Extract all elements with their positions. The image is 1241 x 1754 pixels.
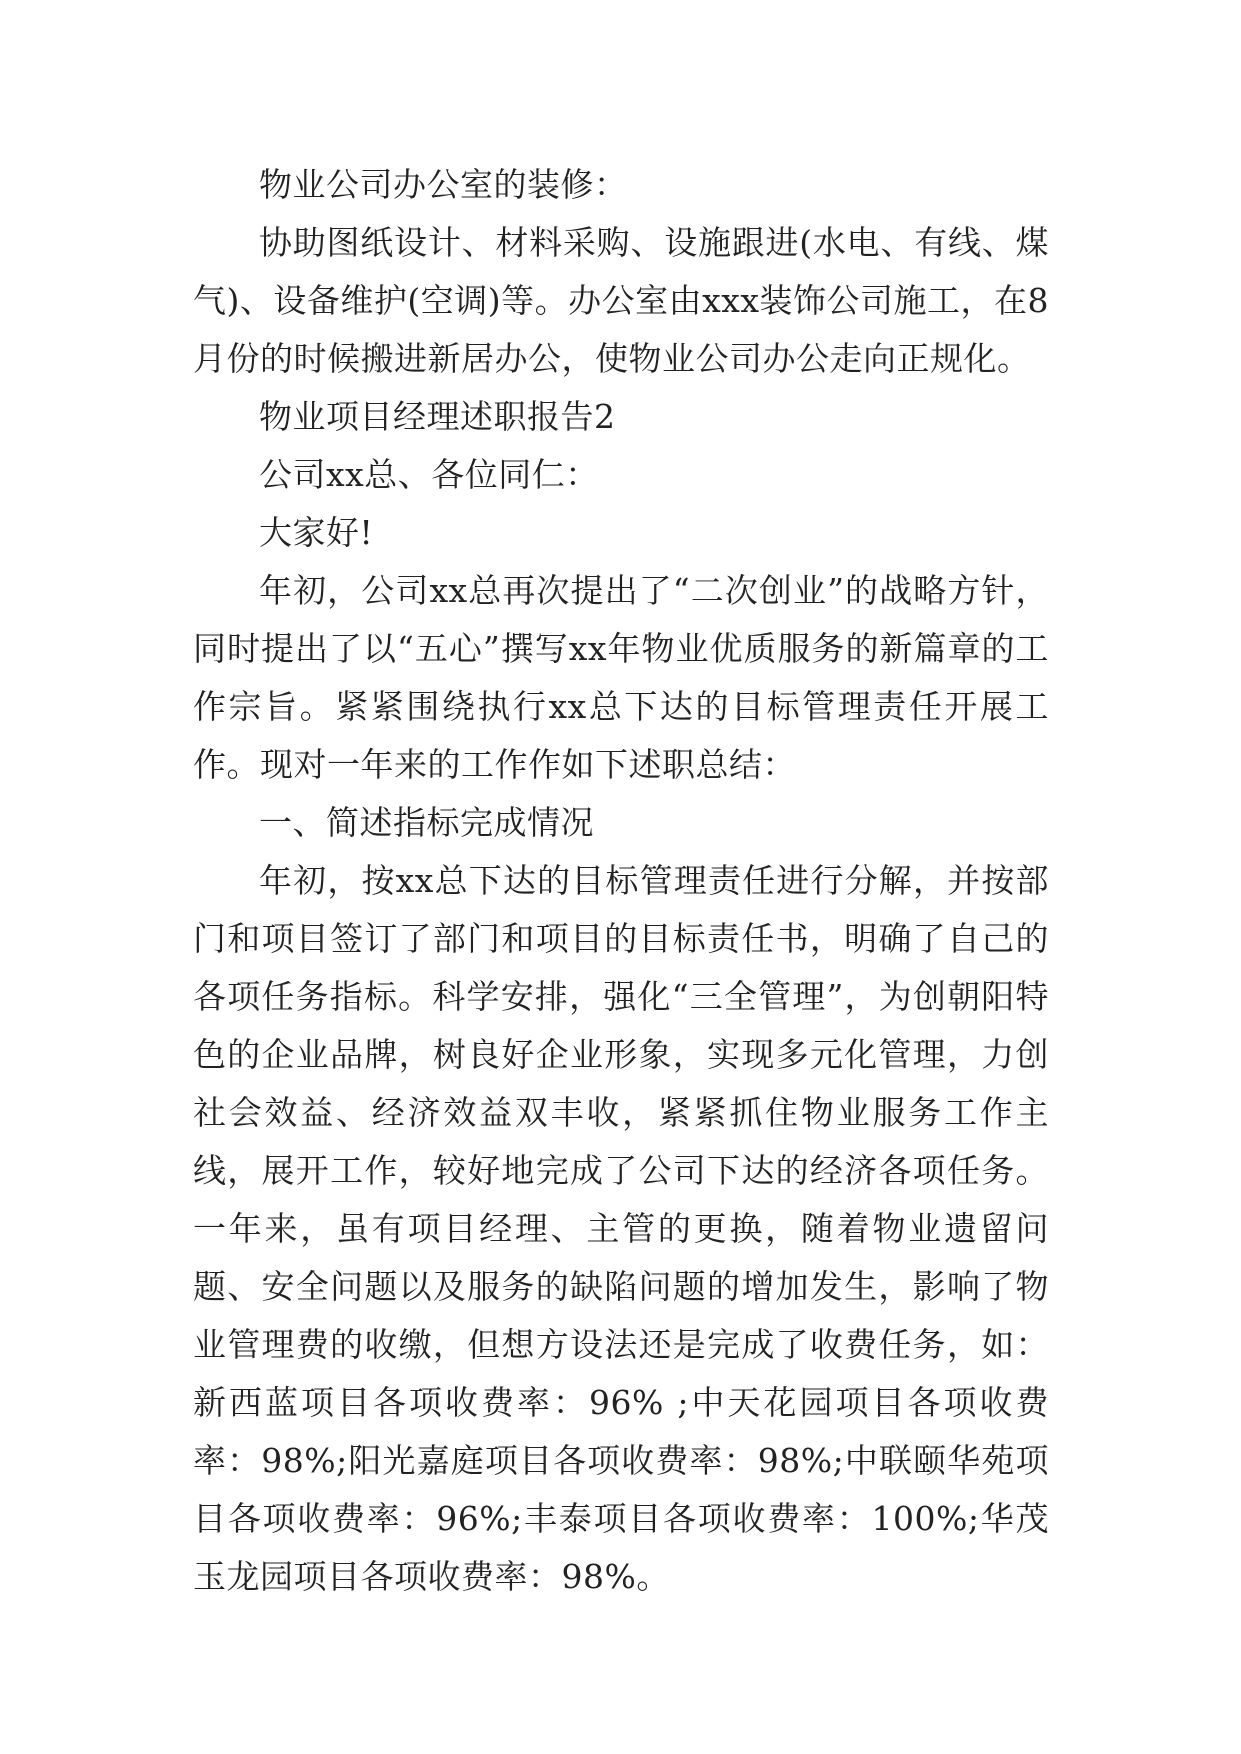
- greeting: 大家好!: [259, 513, 374, 552]
- paragraph-indicators: 年初，按xx总下达的目标管理责任进行分解，并按部门和项目签订了部门和项目的目标责任书，明确了自己的各项任务指标。科学安排，强化“三全管理”，为创朝阳特色的企业品牌，树良好企业形象，实现多元化管理，力创社会效益、经济效益双丰收，紧紧抓住物业服务工作主线，展开工作，较好地完成了公司下达的经济各项任务。一年来，虽有项目经理、主管的更换，随着物业遗留问题、安全问题以及服务的缺陷问题的增加发生，影响了物业管理费的收缴，但想方设法还是完成了收费任务，如：新西蓝项目各项收费率：96% ;中天花园项目各项收费率：98%;阳光嘉庭项目各项收费率：98%;中联颐华苑项目各项收费率：96%;丰泰项目各项收费率：100%;华茂玉龙园项目各项收费率：98%。: [193, 861, 1049, 1596]
- paragraph-decoration-details: 协助图纸设计、材料采购、设施跟进(水电、有线、煤气)、设备维护(空调)等。办公室由xxx装饰公司施工，在8月份的时候搬进新居办公，使物业公司办公走向正规化。: [193, 223, 1049, 378]
- paragraph-office-decoration: 物业公司办公室的装修：: [259, 165, 628, 204]
- document-body: [193, 156, 1049, 1606]
- paragraph-intro: 年初，公司xx总再次提出了“二次创业”的战略方针，同时提出了以“五心”撰写xx年物业优质服务的新篇章的工作宗旨。紧紧围绕执行xx总下达的目标管理责任开展工作。现对一年来的工作作如下述职总结：: [193, 571, 1049, 784]
- report-title: 物业项目经理述职报告2: [259, 397, 616, 436]
- section-heading-1: 一、简述指标完成情况: [259, 803, 594, 842]
- salutation: 公司xx总、各位同仁：: [259, 455, 599, 494]
